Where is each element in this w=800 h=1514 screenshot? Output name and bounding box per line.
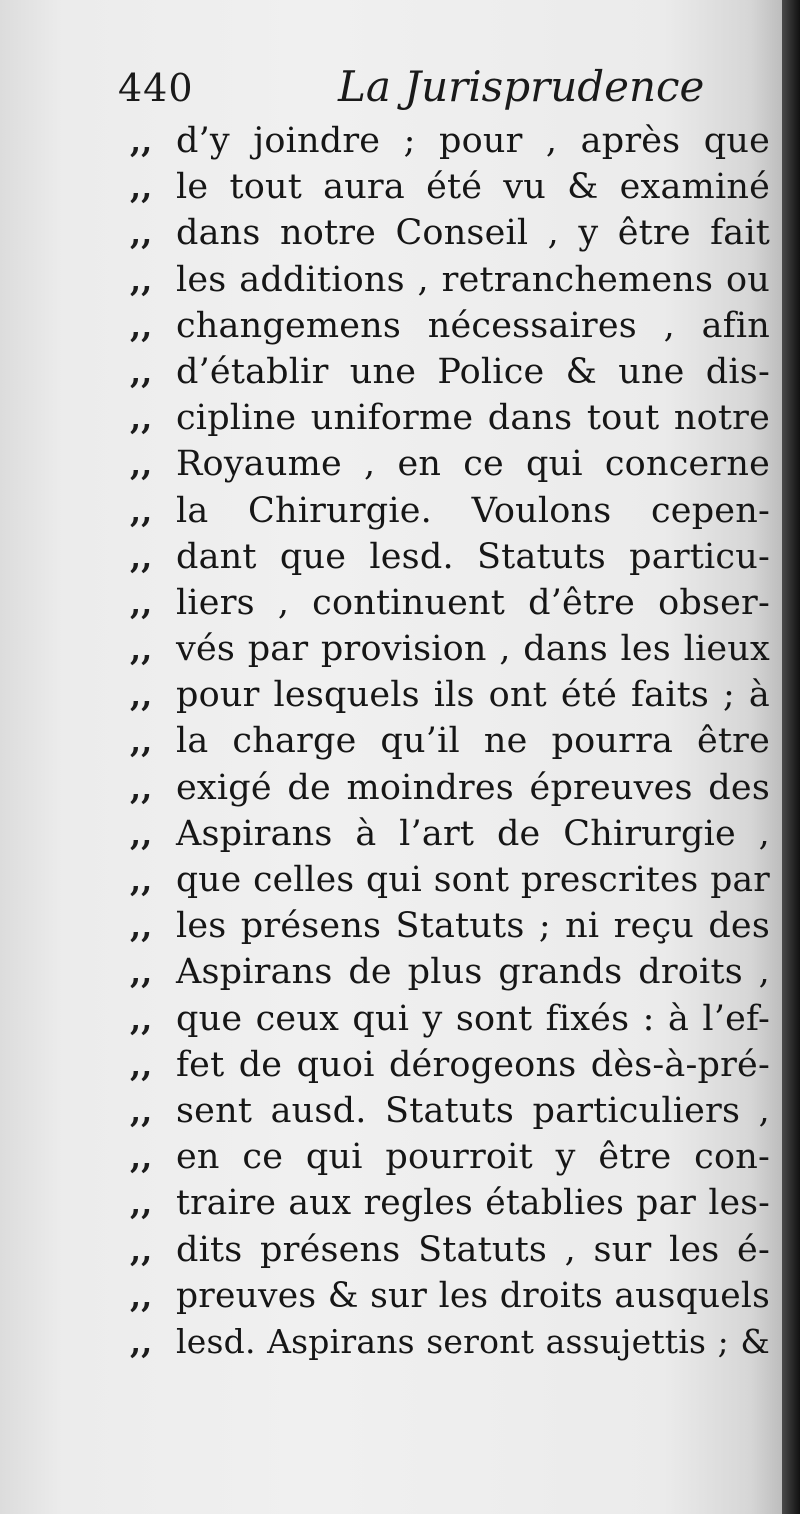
text-line bbox=[130, 118, 770, 164]
line-text: cipline uniforme dans tout notre bbox=[176, 398, 770, 439]
quote-mark: ,, bbox=[130, 445, 153, 484]
quote-mark: ,, bbox=[130, 814, 153, 853]
text-line bbox=[130, 903, 770, 949]
line-text: dits présens Statuts , sur les é- bbox=[176, 1229, 770, 1270]
text-line bbox=[130, 1042, 770, 1088]
line-text: changemens nécessaires , afin bbox=[176, 305, 770, 346]
text-line bbox=[130, 672, 770, 718]
quote-mark: ,, bbox=[130, 1322, 153, 1361]
quote-mark: ,, bbox=[130, 583, 153, 622]
line-text: preuves & sur les droits ausquels bbox=[176, 1275, 770, 1316]
page-header bbox=[118, 62, 718, 122]
text-line bbox=[130, 996, 770, 1042]
line-text: dant que lesd. Statuts particu- bbox=[176, 536, 770, 577]
line-text: les présens Statuts ; ni reçu des bbox=[176, 906, 770, 947]
quote-mark: ,, bbox=[130, 907, 153, 946]
text-line bbox=[130, 765, 770, 811]
quote-mark: ,, bbox=[130, 491, 153, 530]
line-text: que ceux qui y sont fixés : à l’ef- bbox=[176, 998, 770, 1039]
quote-mark: ,, bbox=[130, 768, 153, 807]
line-text: d’établir une Police & une dis- bbox=[176, 351, 770, 392]
text-line bbox=[130, 395, 770, 441]
body-text bbox=[130, 118, 770, 1365]
text-line bbox=[130, 1319, 770, 1365]
text-line bbox=[130, 718, 770, 764]
text-line bbox=[130, 857, 770, 903]
line-text: la Chirurgie. Voulons cepen- bbox=[176, 490, 770, 531]
text-line bbox=[130, 164, 770, 210]
line-text: d’y joindre ; pour , après que bbox=[176, 121, 770, 161]
quote-mark: ,, bbox=[130, 1184, 153, 1223]
text-line bbox=[130, 949, 770, 995]
line-text: les additions , retranchemens ou bbox=[176, 259, 770, 300]
quote-mark: ,, bbox=[130, 676, 153, 715]
quote-mark: ,, bbox=[130, 122, 153, 160]
quote-mark: ,, bbox=[130, 1091, 153, 1130]
text-line bbox=[130, 1134, 770, 1180]
text-line bbox=[130, 1180, 770, 1226]
quote-mark: ,, bbox=[130, 999, 153, 1038]
line-text: pour lesquels ils ont été faits ; à bbox=[176, 675, 770, 716]
text-line bbox=[130, 488, 770, 534]
line-text: traire aux regles établies par les- bbox=[176, 1183, 770, 1224]
quote-mark: ,, bbox=[130, 1276, 153, 1315]
line-text: exigé de moindres épreuves des bbox=[176, 767, 770, 808]
text-line bbox=[130, 1273, 770, 1319]
line-text: sent ausd. Statuts particuliers , bbox=[176, 1090, 770, 1131]
quote-mark: ,, bbox=[130, 630, 153, 669]
text-line bbox=[130, 534, 770, 580]
text-line bbox=[130, 626, 770, 672]
text-line bbox=[130, 441, 770, 487]
running-title: La Jurisprudence bbox=[338, 62, 705, 111]
line-text: dans notre Conseil , y être fait bbox=[176, 213, 770, 254]
quote-mark: ,, bbox=[130, 1138, 153, 1177]
line-text: fet de quoi dérogeons dès-à-pré- bbox=[176, 1044, 770, 1085]
line-text: que celles qui sont prescrites par bbox=[176, 860, 770, 900]
text-line bbox=[130, 1088, 770, 1134]
quote-mark: ,, bbox=[130, 953, 153, 992]
text-line bbox=[130, 580, 770, 626]
text-line bbox=[130, 303, 770, 349]
quote-mark: ,, bbox=[130, 861, 153, 899]
quote-mark: ,, bbox=[130, 306, 153, 345]
quote-mark: ,, bbox=[130, 722, 153, 761]
quote-mark: ,, bbox=[130, 260, 153, 299]
text-line bbox=[130, 257, 770, 303]
quote-mark: ,, bbox=[130, 352, 153, 391]
line-text: le tout aura été vu & examiné bbox=[176, 167, 770, 208]
text-line bbox=[130, 1227, 770, 1273]
line-text: la charge qu’il ne pourra être bbox=[176, 721, 770, 762]
page-number: 440 bbox=[118, 66, 194, 110]
text-line bbox=[130, 811, 770, 857]
book-spine-shadow bbox=[782, 0, 800, 1514]
text-line bbox=[130, 349, 770, 395]
quote-mark: ,, bbox=[130, 214, 153, 253]
line-text: liers , continuent d’être obser- bbox=[176, 582, 770, 623]
quote-mark: ,, bbox=[130, 1045, 153, 1084]
quote-mark: ,, bbox=[130, 399, 153, 438]
quote-mark: ,, bbox=[130, 1230, 153, 1269]
text-line bbox=[130, 210, 770, 256]
line-text: Aspirans de plus grands droits , bbox=[176, 952, 770, 993]
line-text: en ce qui pourroit y être con- bbox=[176, 1137, 770, 1178]
quote-mark: ,, bbox=[130, 537, 153, 576]
line-text: Royaume , en ce qui concerne bbox=[176, 444, 770, 485]
quote-mark: ,, bbox=[130, 168, 153, 207]
line-text: lesd. Aspirans seront assujettis ; & bbox=[176, 1321, 770, 1361]
line-text: vés par provision , dans les lieux bbox=[176, 629, 770, 670]
line-text: Aspirans à l’art de Chirurgie , bbox=[176, 813, 770, 854]
